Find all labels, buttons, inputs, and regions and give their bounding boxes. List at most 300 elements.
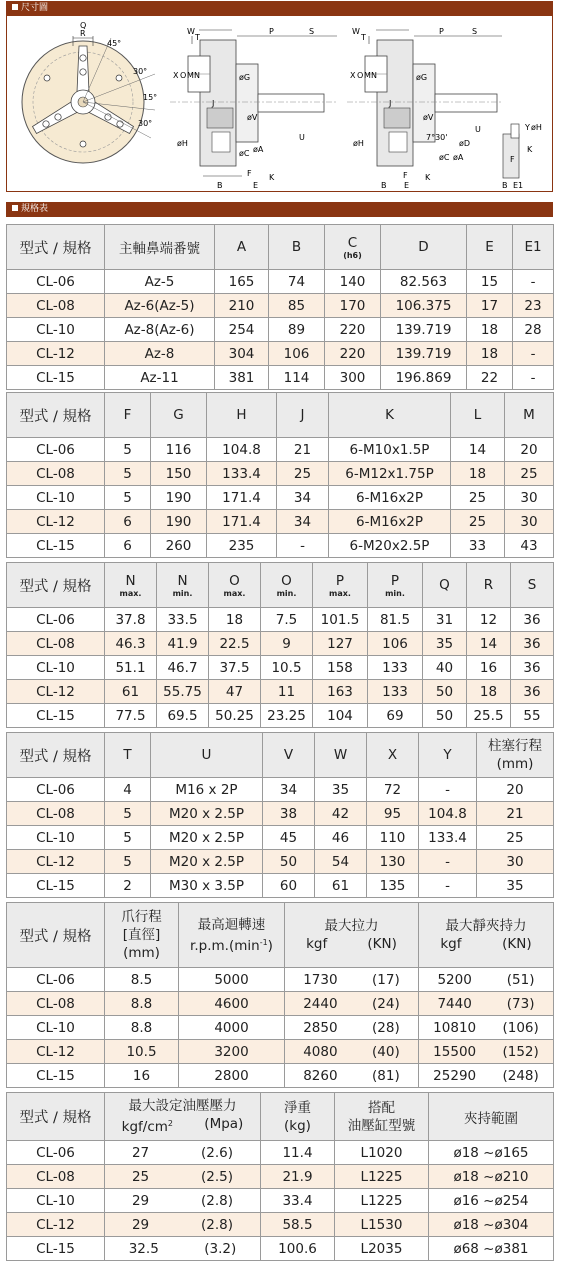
value-cell: 50 [423,704,467,728]
label-f2: F [403,171,408,180]
value-cell: 35 [477,874,554,898]
value-cell: 171.4 [207,486,277,510]
value-cell: 37.5 [209,656,261,680]
table-row [7,874,554,898]
value-cell: 7.5 [261,608,313,632]
header-cell [105,903,179,968]
value: (51) [506,971,535,988]
value-cell: 2800 [179,1064,285,1088]
header-cell: B [269,225,325,270]
value-cell: Az-11 [105,366,215,390]
value-cell: 5000 [179,968,285,992]
value-cell: 50 [423,680,467,704]
table-row [7,342,554,366]
value-cell: 18 [467,318,513,342]
model-cell: CL-15 [7,874,105,898]
value-cell: 41.9 [157,632,209,656]
value-cell: 5 [105,438,151,462]
value-cell: M20 x 2.5P [151,802,263,826]
header-cell: 型式 / 規格 [7,563,105,608]
square-bullet-icon [12,205,18,211]
value-cell: L2035 [335,1237,429,1261]
value-cell: 81.5 [368,608,423,632]
header-sub: min. [385,588,405,598]
square-bullet-icon [12,4,18,10]
pair-cell [419,1040,554,1064]
value-cell: M20 x 2.5P [151,826,263,850]
value: 8260 [303,1067,338,1084]
label-x: X [173,71,179,80]
header-cell [368,563,423,608]
model-cell: CL-08 [7,1165,105,1189]
model-cell: CL-15 [7,1064,105,1088]
value-cell: 190 [151,486,207,510]
header-cell: Y [419,733,477,778]
value-cell: 15 [467,270,513,294]
value-cell: - [419,874,477,898]
value-cell: - [419,778,477,802]
value-cell: 33 [451,534,505,558]
label-q: Q [80,21,87,30]
value-cell: 12 [467,608,511,632]
label-f3: F [510,155,515,164]
header-cell: M [505,393,554,438]
header-cell: 型式 / 規格 [7,733,105,778]
value-cell: 235 [207,534,277,558]
spec-table-4 [6,732,554,898]
label-m2: M [364,71,371,80]
model-cell: CL-08 [7,462,105,486]
header-jaw-stroke-unit: (mm) [123,945,160,961]
label-o2: O [357,71,364,80]
value-cell: 33.4 [261,1189,335,1213]
value-cell: ø18 ~ø165 [429,1141,554,1165]
value-cell: 30 [477,850,554,874]
label-45: 45° [107,39,122,48]
header-cell: S [511,563,554,608]
front-view [22,21,157,163]
side-view-1 [170,27,337,190]
header-jaw-stroke-dia: [直徑] [122,927,161,943]
header-sub: max. [329,588,351,598]
header-sub: max. [223,588,246,598]
header-n-min: N [177,572,188,589]
model-cell: CL-06 [7,438,105,462]
header-cell: D [381,225,467,270]
value-cell: 4600 [179,992,285,1016]
value: (2.6) [201,1144,234,1161]
model-cell: CL-06 [7,1141,105,1165]
spec-table-2 [6,392,554,558]
value: 4080 [303,1043,338,1060]
table-row [7,1064,554,1088]
header-cell [325,225,381,270]
value: 32.5 [128,1240,159,1257]
value: (40) [372,1043,400,1060]
spec-table-3 [6,562,554,728]
model-cell: CL-10 [7,486,105,510]
header-cell: A [215,225,269,270]
header-cell: 型式 / 規格 [7,393,105,438]
table-header [7,393,554,438]
header-cell [105,563,157,608]
label-j2: J [389,99,392,108]
header-cylinder-model: 油壓缸型號 [347,1117,416,1134]
model-cell: CL-06 [7,968,105,992]
table-row [7,510,554,534]
header-cell: Q [423,563,467,608]
value-cell: 20 [505,438,554,462]
header-cell: H [207,393,277,438]
header-sub: min. [276,588,297,598]
value-cell: 5 [105,462,151,486]
value-cell: 190 [151,510,207,534]
table-header [7,903,554,968]
pair-cell [285,968,419,992]
value-cell: 127 [313,632,368,656]
header-weight: 淨重 [284,1099,311,1116]
value-cell: 34 [263,778,315,802]
value-cell: 104.8 [419,802,477,826]
header-o-max: O [229,572,240,589]
value-cell: 55.75 [157,680,209,704]
value-cell: 40 [423,656,467,680]
header-cell [335,1093,429,1141]
model-cell: CL-12 [7,510,105,534]
model-cell: CL-10 [7,656,105,680]
value: (106) [502,1019,539,1036]
spec-table-6 [6,1092,554,1261]
value-cell: 36 [511,680,554,704]
label-t2: T [361,33,366,42]
model-cell: CL-08 [7,632,105,656]
value-cell: 43 [505,534,554,558]
value-cell: - [513,366,554,390]
header-cell: J [277,393,329,438]
table-row [7,1016,554,1040]
header-cell: E [467,225,513,270]
header-unit-kn: (KN) [367,936,397,952]
value-cell: 163 [313,680,368,704]
header-cell [157,563,209,608]
label-r: R [80,29,86,38]
table-header [7,563,554,608]
value-cell: M16 x 2P [151,778,263,802]
header-max-grip: 最大靜夾持力 [445,918,527,934]
value: (2.8) [201,1192,234,1209]
value-cell: - [277,534,329,558]
value-cell: 135 [367,874,419,898]
value-cell: 58.5 [261,1213,335,1237]
value-cell: 106 [368,632,423,656]
header-c: C [347,234,358,251]
value-cell: 36 [511,656,554,680]
value-cell: 101.5 [313,608,368,632]
label-a2: øA [453,153,464,162]
value-cell: 46.7 [157,656,209,680]
label-t: T [195,33,200,42]
value: (2.5) [201,1168,234,1185]
table-row [7,680,554,704]
label-s: S [309,27,315,36]
value-cell: 21 [277,438,329,462]
value: 15500 [433,1043,477,1060]
value-cell: 5 [105,850,151,874]
value-cell: 140 [325,270,381,294]
model-cell: CL-06 [7,608,105,632]
pair-cell [285,1040,419,1064]
value-cell: 133.4 [419,826,477,850]
table-row [7,270,554,294]
header-cell: R [467,563,511,608]
value-cell: 106 [269,342,325,366]
spec-table-1 [6,224,554,390]
value-cell: 114 [269,366,325,390]
model-cell: CL-12 [7,850,105,874]
value-cell: 6-M10x1.5P [329,438,451,462]
value: (17) [372,971,400,988]
value: 5200 [437,971,472,988]
label-j: J [212,99,215,108]
model-cell: CL-10 [7,318,105,342]
value: (248) [502,1067,539,1084]
label-c: øC [239,149,250,158]
label-u2: U [475,125,481,134]
header-unit-sup: 2 [167,1119,173,1128]
value-cell: 6 [105,534,151,558]
value-cell: 60 [263,874,315,898]
value-cell: 210 [215,294,269,318]
table-header [7,733,554,778]
label-n: N [194,71,200,80]
value: (2.8) [201,1216,234,1233]
header-cell [261,563,313,608]
header-speed-unit: r.p.m.(min [190,937,260,954]
header-cell: X [367,733,419,778]
value-cell: 4 [105,778,151,802]
header-weight-unit: (kg) [284,1117,311,1134]
drawing-svg [7,16,552,190]
header-cell [477,733,554,778]
value-cell: 304 [215,342,269,366]
spec-table-5 [6,902,554,1088]
value-cell: 33.5 [157,608,209,632]
value-cell: 220 [325,342,381,366]
value-cell: 8.5 [105,968,179,992]
model-cell: CL-12 [7,1040,105,1064]
value-cell: 2 [105,874,151,898]
value-cell: 11 [261,680,313,704]
label-f: F [247,169,252,178]
header-unit-kgf: kgf [440,936,462,952]
value: 2440 [303,995,338,1012]
table-row [7,438,554,462]
table-row [7,366,554,390]
value-cell: L1225 [335,1189,429,1213]
header-cell: W [315,733,367,778]
value-cell: ø18 ~ø304 [429,1213,554,1237]
label-p: P [269,27,274,36]
value-cell: 20 [477,778,554,802]
header-cell: U [151,733,263,778]
label-d: øD [459,139,471,148]
table-row [7,1237,554,1261]
value: (28) [372,1019,400,1036]
label-u: U [299,133,305,142]
value-cell: ø18 ~ø210 [429,1165,554,1189]
label-b3: B [502,181,508,190]
value-cell: 9 [261,632,313,656]
header-cell [105,1093,261,1141]
value-cell: 37.8 [105,608,157,632]
value-cell: 139.719 [381,318,467,342]
pair-cell [105,1165,261,1189]
value-cell: 50.25 [209,704,261,728]
table-row [7,1141,554,1165]
pair-cell [419,1064,554,1088]
label-n2: N [371,71,377,80]
header-o-min: O [281,572,292,589]
value-cell: 47 [209,680,261,704]
header-cell: L [451,393,505,438]
value: (3.2) [204,1240,237,1257]
value-cell: 260 [151,534,207,558]
value-cell: 38 [263,802,315,826]
value-cell: 34 [277,510,329,534]
value-cell: 16 [467,656,511,680]
header-speed-sup: -1 [259,937,268,947]
model-cell: CL-08 [7,294,105,318]
pair-cell [419,1016,554,1040]
label-e2: E [404,181,410,190]
value-cell: 158 [313,656,368,680]
label-h3: øH [531,123,542,132]
header-sub: min. [172,588,193,598]
value-cell: 28 [513,318,554,342]
value: (73) [506,995,535,1012]
header-cell [285,903,419,968]
model-cell: CL-15 [7,534,105,558]
label-y: Y [525,123,530,132]
label-v2: øV [423,113,434,122]
value-cell: M30 x 3.5P [151,874,263,898]
header-p-max: P [335,572,345,589]
value-cell: 100.6 [261,1237,335,1261]
header-p-min: P [390,572,400,589]
model-cell: CL-12 [7,1213,105,1237]
label-k2: K [425,173,431,182]
header-cell: G [151,393,207,438]
table-row [7,704,554,728]
value-cell: 14 [467,632,511,656]
pair-cell [105,1237,261,1261]
label-30a: 30° [133,67,148,76]
value: 2850 [303,1019,338,1036]
value-cell: 50 [263,850,315,874]
value-cell: 61 [105,680,157,704]
label-h: øH [177,139,188,148]
value-cell: 104 [313,704,368,728]
value-cell: 46.3 [105,632,157,656]
value-cell: 171.4 [207,510,277,534]
value-cell: 3200 [179,1040,285,1064]
value-cell: 18 [209,608,261,632]
value-cell: 254 [215,318,269,342]
value-cell: 6-M16x2P [329,510,451,534]
label-e1: E1 [513,181,524,190]
header-cell [209,563,261,608]
value-cell: 104.8 [207,438,277,462]
header-cell [313,563,368,608]
header-cell: 型式 / 規格 [7,903,105,968]
header-cell: T [105,733,151,778]
header-unit-mpa: (Mpa) [204,1116,244,1132]
model-cell: CL-12 [7,680,105,704]
label-a: øA [253,145,264,154]
value-cell: 4000 [179,1016,285,1040]
value-cell: 106.375 [381,294,467,318]
value: (81) [372,1067,400,1084]
table-row [7,802,554,826]
value-cell: 16 [105,1064,179,1088]
value: 1730 [303,971,338,988]
value-cell: 10.5 [105,1040,179,1064]
value-cell: 89 [269,318,325,342]
value-cell: 35 [315,778,367,802]
header-plunger: 柱塞行程 [488,738,542,754]
label-angle: 7°30' [426,133,448,142]
pair-cell [285,1064,419,1088]
label-b2: B [381,181,387,190]
table-row [7,826,554,850]
value-cell: 110 [367,826,419,850]
value-cell: 139.719 [381,342,467,366]
value-cell: 21 [477,802,554,826]
value-cell: 196.869 [381,366,467,390]
table-row [7,608,554,632]
side-view-2 [347,27,502,190]
header-cell [419,903,554,968]
value-cell: 30 [505,510,554,534]
header-cylinder: 搭配 [368,1099,395,1116]
section-title-drawing: 尺寸圖 [21,3,49,13]
value: 25290 [433,1067,477,1084]
header-cell: 主軸鼻端番號 [105,225,215,270]
table-row [7,1165,554,1189]
model-cell: CL-10 [7,1016,105,1040]
value-cell: 25 [477,826,554,850]
header-unit-kgf: kgf [306,936,328,952]
value: 7440 [437,995,472,1012]
header-cell: 型式 / 規格 [7,225,105,270]
table-row [7,318,554,342]
label-e: E [253,181,259,190]
value-cell: Az-6(Az-5) [105,294,215,318]
value-cell: 61 [315,874,367,898]
model-cell: CL-10 [7,826,105,850]
value-cell: 22.5 [209,632,261,656]
value-cell: 74 [269,270,325,294]
table-row [7,968,554,992]
value-cell: 5 [105,486,151,510]
label-g2: øG [416,73,428,82]
label-30b: 30° [138,119,153,128]
table-row [7,486,554,510]
value-cell: 133 [368,656,423,680]
label-g: øG [239,73,251,82]
header-unit-kn: (KN) [502,936,532,952]
value: 27 [131,1144,150,1161]
